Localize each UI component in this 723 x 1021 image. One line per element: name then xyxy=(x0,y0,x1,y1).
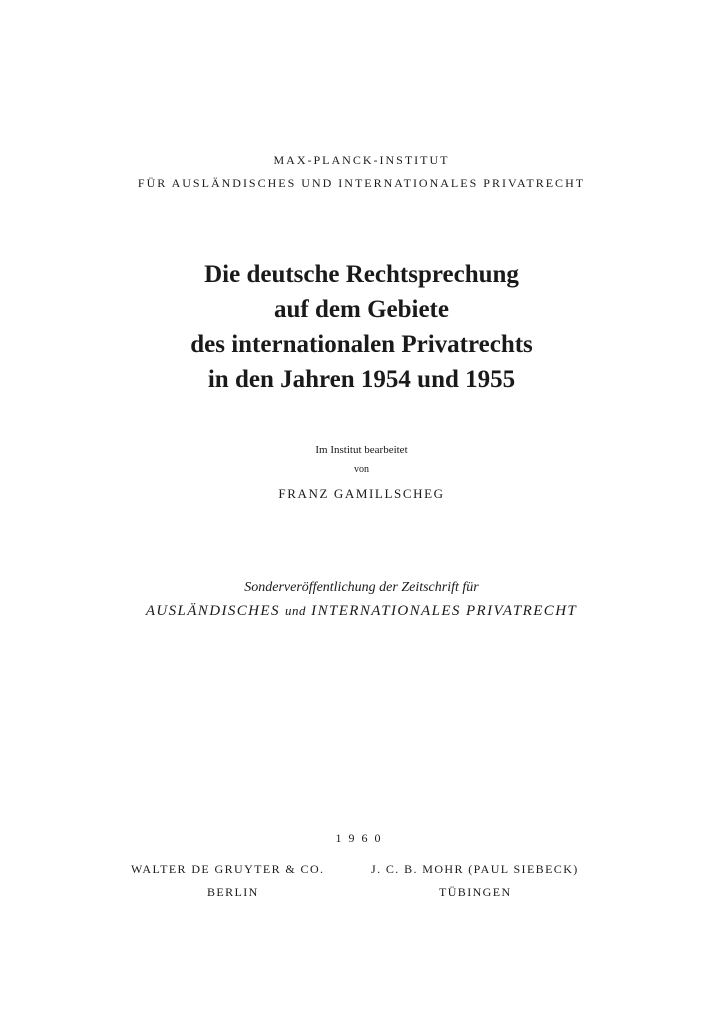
institute-name: MAX-PLANCK-INSTITUT xyxy=(273,153,450,167)
publisher-left-name: WALTER DE GRUYTER & CO. xyxy=(131,862,325,876)
series-journal-title xyxy=(0,603,723,620)
publisher-right-city: TÜBINGEN xyxy=(439,885,512,899)
institute-subtitle: FÜR AUSLÄNDISCHES UND INTERNATIONALES PRIVATRECHT xyxy=(137,176,586,190)
book-title-line-4: in den Jahren 1954 und 1955 xyxy=(207,366,516,393)
publisher-right-name: J. C. B. MOHR (PAUL SIEBECK) xyxy=(371,862,579,876)
series-note: Sonderveröffentlichung der Zeitschrift für xyxy=(244,580,479,595)
book-title-line-2: auf dem Gebiete xyxy=(274,296,449,323)
editor-von: von xyxy=(354,464,369,475)
series-journal-part2: INTERNATIONALES PRIVATRECHT xyxy=(311,603,578,619)
series-journal-und: und xyxy=(285,603,307,618)
book-title-line-3: des internationalen Privatrechts xyxy=(190,331,533,358)
author-name: FRANZ GAMILLSCHEG xyxy=(278,486,445,501)
publication-year: 1960 xyxy=(335,831,388,845)
editor-note: Im Institut bearbeitet xyxy=(315,444,408,456)
series-journal-part1: AUSLÄNDISCHES xyxy=(145,603,280,619)
publisher-left-city: BERLIN xyxy=(207,885,259,899)
book-title-line-1: Die deutsche Rechtsprechung xyxy=(204,261,519,288)
